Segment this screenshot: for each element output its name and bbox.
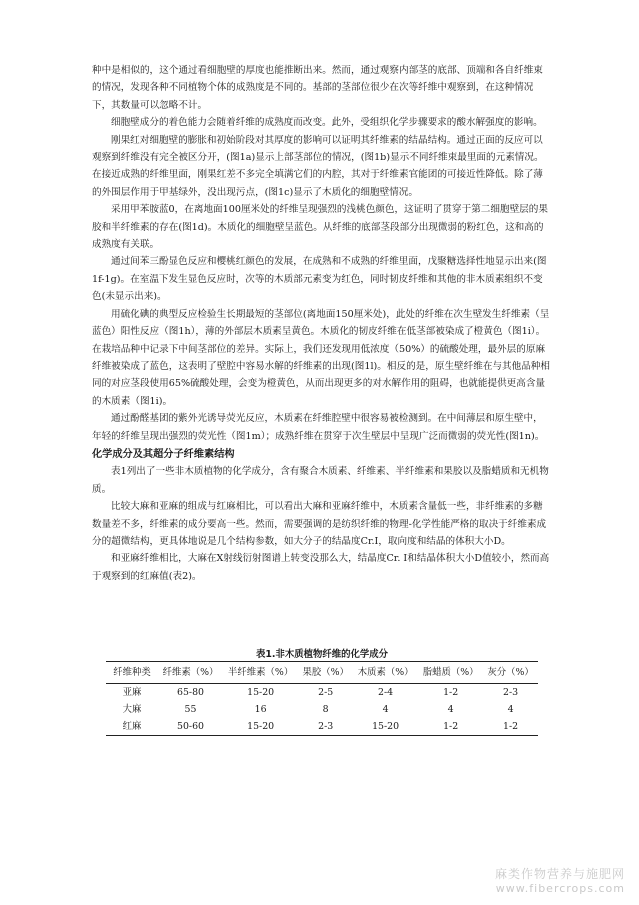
paragraph-1: 种中是相似的，这个通过看细胞壁的厚度也能推断出来。然而，通过观察内部茎的底部、顶端和各自纤维束的情况，发现各种不同植物个体的成熟度是不同的。基部的茎部位很少在次等纤维中观察到，在这种情况下，其数量可以忽略不计。 [92, 65, 543, 111]
watermark-site-name: 麻类作物营养与施肥网 [494, 867, 625, 881]
table-caption: 表1.非木质植物纤维的化学成分 [256, 649, 388, 660]
table-cell: 4 [447, 704, 454, 715]
table-header-row [106, 662, 538, 684]
table-cell: 15-20 [247, 687, 275, 698]
table-cell: 红麻 [122, 721, 142, 732]
table-cell: 1-2 [503, 721, 519, 732]
paragraph-4: 采用甲苯胺蓝0，在离地面100厘米处的纤维呈现强烈的浅桃色颜色，这证明了贯穿于第二细胞壁层的果胶和半纤维素的存在(图1d)。木质化的细胞壁呈蓝色。从纤维的底部茎段部分出现微弱的粉红色，这和高的成熟度有关联。 [92, 204, 548, 251]
table-cell: 16 [254, 704, 267, 715]
table-cell: 亚麻 [122, 687, 142, 698]
watermark-url: www.fibercrops.com [495, 882, 625, 895]
body-text [92, 62, 552, 585]
paragraph-6: 用硫化碘的典型反应检验生长期最短的茎部位(离地面150厘米处)，此处的纤维在次生壁发生纤维素（呈蓝色）阳性反应（图1h），薄的外部层木质素呈黄色。木质化的韧皮纤维在低茎部被染成了橙黄色（图1i）。在栽培品种中记录下中间茎部位的差异。实际上，我们还发现用低浓度（50%）的硫酸处理，最外层的原麻纤维被染成了蓝色，这表明了壁腔中容易水解的纤维素的出现(图1l)。相反的是，原生壁纤维在与其他品种相同的对应茎段使用65%硫酸处理，会变为橙黄色，从而出现更多的对水解作用的阻碍，也就能提供更高含量的木质素（图1i)。 [92, 308, 550, 407]
table-cell: 2-3 [318, 721, 334, 732]
header-ash: 灰分（%） [487, 667, 534, 678]
table-cell: 65-80 [177, 687, 205, 698]
paragraph-8: 表1列出了一些非木质植物的化学成分，含有聚合木质素、纤维素、半纤维素和果胶以及脂蜡质和无机物质。 [92, 466, 549, 495]
header-fiber-type: 纤维种类 [113, 667, 151, 678]
header-hemicellulose: 半纤维素（%） [228, 667, 294, 678]
header-cellulose: 纤维素（%） [162, 667, 219, 678]
paragraph-10: 和亚麻纤维相比，大麻在X射线衍射图谱上转变没那么大，结晶度Cr. I和结晶体积大小D值较小，然而高于观察到的红麻值(表2)。 [92, 553, 550, 582]
chemical-composition-table [106, 661, 538, 736]
table-cell: 2-3 [503, 687, 519, 698]
table-cell: 4 [382, 704, 389, 715]
header-lignin: 木质素（%） [357, 667, 414, 678]
table-cell: 2-4 [378, 687, 394, 698]
table-cell: 2-5 [318, 687, 334, 698]
site-watermark [495, 865, 625, 895]
paragraph-3: 刚果红对细胞壁的膨胀和初始阶段对其厚度的影响可以证明其纤维素的结晶结构。通过正面的反应可以观察到纤维没有完全被区分开，(图1a)显示上部茎部位的情况，(图1b)显示不同纤维束最里面的元素情况。在接近成熟的纤维里面，刚果红差不多完全填满它们的内腔，其对于纤维素官能团的可接近性降低。除了薄的外围层作用于甲基绿外，没出现污点，(图1c)显示了木质化的细胞壁情况。 [92, 134, 544, 198]
paragraph-5: 通过间苯三酚显色反应和樱桃红颜色的发展，在成熟和不成熟的纤维里面，戊聚糖选择性地显示出来(图1f-1g)。在室温下发生显色反应时，次等的木质部元素变为红色，同时韧皮纤维和其他的非木质素组织不变色(未显示出来)。 [92, 256, 547, 303]
table-row [106, 718, 538, 736]
table-cell: 4 [507, 704, 514, 715]
table-cell: 15-20 [372, 721, 400, 732]
table-cell: 大麻 [122, 704, 142, 715]
paragraph-2: 细胞壁成分的着色能力会随着纤维的成熟度而改变。此外，受组织化学步骤要求的酸水解强度的影响。 [111, 117, 543, 129]
table-row [106, 684, 538, 702]
table-cell: 55 [184, 704, 197, 715]
table-row [106, 701, 538, 718]
paragraph-7: 通过酚醛基团的紫外光诱导荧光反应，木质素在纤维腔壁中很容易被检测到。在中间薄层和原生壁中，年轻的纤维呈现出强烈的荧光性（图1m）；成熟纤维在贯穿于次生壁层中呈现广泛而微弱的荧光性(图1n)。 [92, 413, 545, 442]
section-heading: 化学成分及其超分子纤维素结构 [92, 448, 235, 460]
header-wax: 脂蜡质（%） [422, 667, 479, 678]
table-cell: 1-2 [443, 721, 459, 732]
table-cell: 1-2 [443, 687, 459, 698]
table-cell: 8 [322, 704, 329, 715]
header-pectin: 果胶（%） [302, 667, 349, 678]
table-cell: 15-20 [247, 721, 275, 732]
table-cell: 50-60 [177, 721, 205, 732]
paragraph-9: 比较大麻和亚麻的组成与红麻相比，可以看出大麻和亚麻纤维中，木质素含量低一些，非纤维素的多糖数量差不多，纤维素的成分要高一些。然而，需要强调的是纺织纤维的物理-化学性能严格的取决于纤维素成分的超微结构，更具体地说是几个结构参数，如大分子的结晶度Cr.I，取向度和结晶的体积大小D。 [92, 501, 547, 547]
